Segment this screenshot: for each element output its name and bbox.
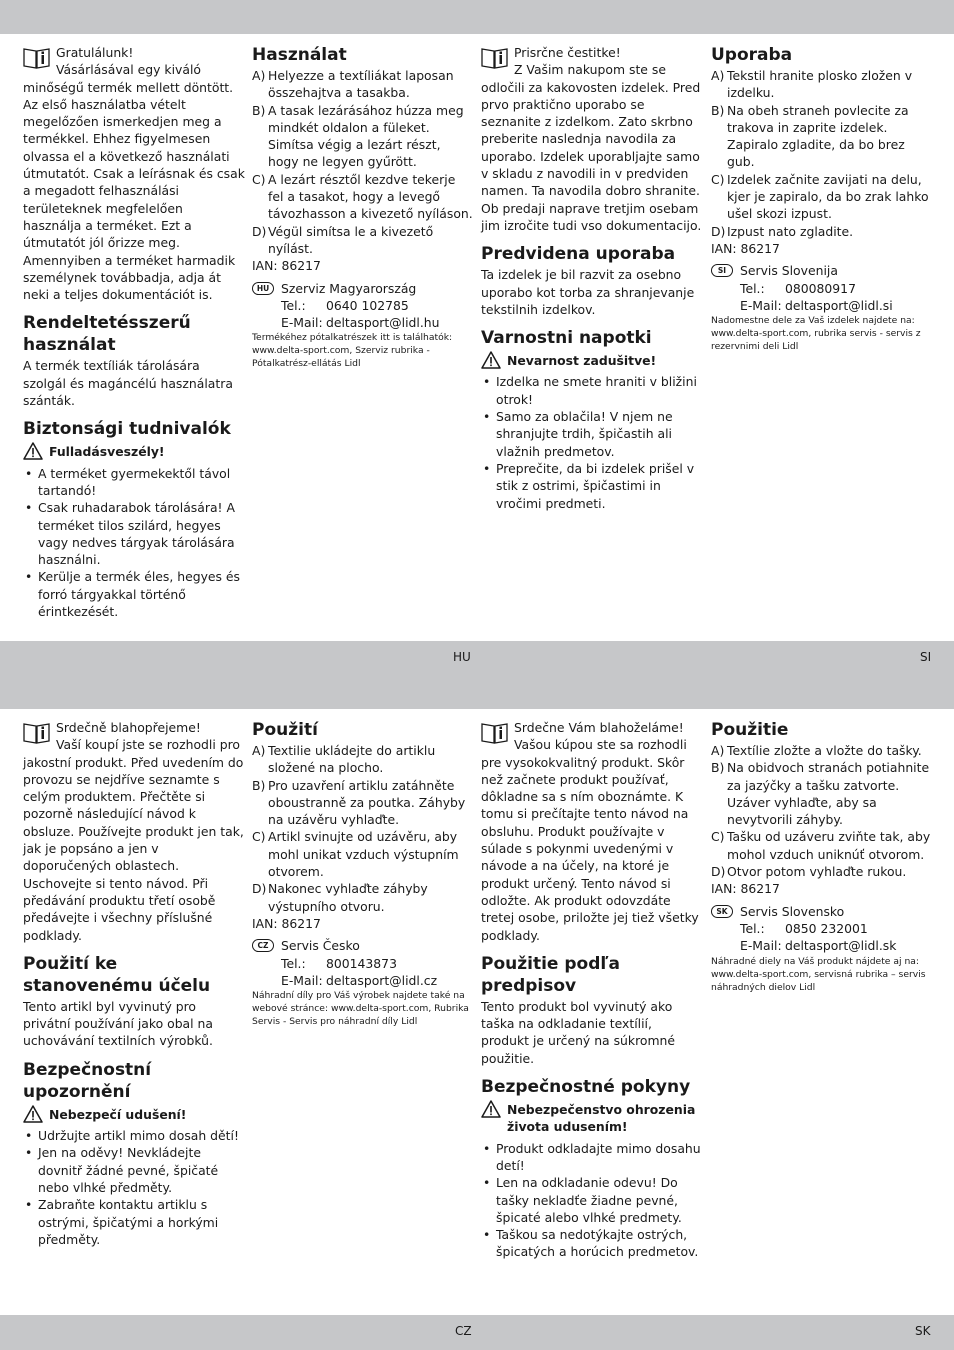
hu-intro bbox=[23, 44, 245, 303]
middle-band bbox=[0, 641, 954, 709]
top-band bbox=[0, 0, 954, 34]
si-intro-greeting: Prisrčne čestitke! bbox=[514, 45, 621, 60]
si-ian: IAN: 86217 bbox=[711, 240, 780, 256]
cz-intro bbox=[23, 719, 245, 944]
si-steps bbox=[711, 67, 933, 240]
si-usage-heading: Uporaba bbox=[711, 45, 793, 65]
service-email[interactable]: deltasport@lidl.si bbox=[785, 297, 893, 313]
cz-spare-parts-note: Náhradní díly pro Váš výrobek najdete také na webové stránce: www.delta-sport.com, Rubrika Servis - Servis pro náhradní díly Lidl bbox=[252, 990, 469, 1028]
step-item: B) Pro uzavření artiklu zatáhněte oboustranně za poutka. Záhyby na uzávěru vyhlaďte. bbox=[252, 777, 466, 828]
cz-intended-heading: Použití ke stanovenému účelu bbox=[23, 953, 211, 996]
step-item: C) Artikl svinujte od uzávěru, aby mohl unikat vzduch výstupním otvorem. bbox=[252, 829, 459, 880]
step-item: C) Tašku od uzáveru zviňte tak, aby mohol vzduch uniknúť otvorom. bbox=[711, 829, 931, 862]
step-item: D) Végül simítsa le a kivezető nyílást. bbox=[252, 223, 434, 256]
country-badge: HU bbox=[252, 282, 274, 295]
list-item: • Kerülje a termék éles, hegyes és forró tárgyakkal történő érintkezését. bbox=[23, 568, 245, 620]
lang-label-si: SI bbox=[920, 650, 932, 664]
si-safety-heading: Varnostni napotki bbox=[481, 328, 652, 349]
sk-safety-heading: Bezpečnostné pokyny bbox=[481, 1077, 691, 1098]
sk-usage-heading: Použitie bbox=[711, 720, 789, 740]
hu-intro-greeting: Gratulálunk! bbox=[56, 45, 134, 60]
si-column-intro bbox=[481, 44, 703, 512]
step-item: D) Otvor potom vyhlaďte rukou. bbox=[711, 864, 907, 880]
sk-intro-text: Vašou kúpou ste sa rozhodli pre vysokokvalitný produkt. Skôr než začnete produkt používať, dôkladne sa s ním oboznámte. K tomu si prečítajte tento návod na obsluhu. Produkt používajte v súlade s pokynmi uvedenými v návode a na účely, na ktoré je produkt určený. Tento návod si odložte. Ak produkt odovzdáte tretej osobe, priložte jej tiež všetky podklady. bbox=[481, 737, 699, 943]
hu-safety-heading: Biztonsági tudnivalók bbox=[23, 419, 231, 440]
service-email[interactable]: deltasport@lidl.sk bbox=[785, 938, 897, 954]
sk-column-usage bbox=[711, 719, 933, 994]
hu-column-intro bbox=[23, 44, 245, 620]
hu-spare-parts-note: Termékéhez pótalkatrészek itt is találhatók: www.delta-sport.com, Szerviz rubrika - Pótalkatrész-ellátás Lidl bbox=[252, 332, 453, 370]
step-item: A) Helyezze a textíliákat laposan összehajtva a tasakba. bbox=[252, 68, 454, 101]
step-item: B) Na obeh straneh povlecite za trakova in zaprite izdelek. Zapiralo zgladite, da bo brez gub. bbox=[711, 102, 909, 170]
lang-label-cz: CZ bbox=[455, 1324, 472, 1338]
sk-spare-parts-note: Náhradné diely na Váš produkt nájdete aj na: www.delta-sport.com, servisná rubrika – servis náhradných dielov Lidl bbox=[711, 955, 926, 993]
service-tel: 080080917 bbox=[785, 280, 856, 296]
si-spare-parts-note: Nadomestne dele za Vaš izdelek najdete na: www.delta-sport.com, rubrika servis - servis z rezervnimi deli Lidl bbox=[711, 315, 921, 353]
list-item: • Udržujte artikl mimo dosah dětí! bbox=[23, 1127, 245, 1144]
cz-usage-heading: Použití bbox=[252, 720, 318, 740]
service-name: Servis Slovenija bbox=[740, 263, 838, 279]
book-info-icon bbox=[481, 722, 508, 744]
service-email[interactable]: deltasport@lidl.cz bbox=[326, 972, 438, 988]
step-item: A) Textílie zložte a vložte do tašky. bbox=[711, 743, 922, 758]
service-tel: 0850 232001 bbox=[785, 920, 868, 936]
book-info-icon bbox=[481, 47, 508, 69]
service-email[interactable]: deltasport@lidl.hu bbox=[326, 315, 440, 331]
warning-triangle-icon bbox=[481, 351, 501, 369]
sk-service: SK Servis Slovensko Tel.: 0850 232001 E-Mail: deltasport@lidl.sk bbox=[711, 903, 933, 955]
service-tel: 800143873 bbox=[326, 955, 397, 971]
hu-steps bbox=[252, 67, 474, 257]
cz-safety-list bbox=[23, 1127, 245, 1248]
hu-service: HU Szerviz Magyarország Tel.: 0640 102785 E-Mail: deltasport@lidl.hu bbox=[252, 280, 474, 332]
sk-intended-text: Tento produkt bol vyvinutý ako taška na odkladanie textílií, produkt je určený na súkromné použitie. bbox=[481, 998, 676, 1066]
cz-warning-text: Nebezpečí udušení! bbox=[49, 1106, 187, 1122]
list-item: • Izdelka ne smete hraniti v bližini otrok! bbox=[481, 373, 703, 408]
list-item: • Taškou sa nedotýkajte ostrých, špicatých a horúcich predmetov. bbox=[481, 1226, 703, 1261]
cz-intro-text: Vaší koupí jste se rozhodli pro jakostní produkt. Před uvedením do provozu se nejdříve seznamte s celým produktem. Přečtěte si pozorně následující návod k obsluze. Používejte produkt jen tak, jak je popsáno a jen v doporučených oblastech. Uschovejte si tento návod. Při předávání produktu třetí osobě předávejte i všechny příslušné podklady. bbox=[23, 737, 244, 943]
cz-ian: IAN: 86217 bbox=[252, 915, 321, 931]
list-item: • A terméket gyermekektől távol tartandó! bbox=[23, 465, 245, 500]
sk-ian: IAN: 86217 bbox=[711, 881, 780, 897]
si-intro bbox=[481, 44, 703, 234]
hu-warning-text: Fulladásveszély! bbox=[49, 444, 165, 460]
si-safety-list bbox=[481, 373, 703, 511]
cz-steps bbox=[252, 742, 474, 915]
step-item: A) Tekstil hranite plosko zložen v izdelku. bbox=[711, 68, 913, 101]
hu-intended-heading: Rendeltetésszerű használat bbox=[23, 313, 191, 356]
sk-intended-heading: Použitie podľa predpisov bbox=[481, 953, 621, 996]
service-name: Servis Česko bbox=[281, 938, 360, 954]
sk-safety-list bbox=[481, 1140, 703, 1261]
si-service: SI Servis Slovenija Tel.: 080080917 E-Mail: deltasport@lidl.si bbox=[711, 262, 933, 314]
sk-intro bbox=[481, 719, 703, 944]
si-column-usage bbox=[711, 44, 933, 353]
sk-steps bbox=[711, 742, 933, 880]
hu-column-usage bbox=[252, 44, 474, 370]
step-item: A) Textilie ukládejte do artiklu složené na plocho. bbox=[252, 743, 436, 776]
si-intended-heading: Predvidena uporaba bbox=[481, 244, 676, 265]
warning-triangle-icon bbox=[23, 1105, 43, 1123]
country-badge: SI bbox=[711, 264, 733, 277]
book-info-icon bbox=[23, 47, 50, 69]
warning-triangle-icon bbox=[481, 1100, 501, 1118]
step-item: B) A tasak lezárásához húzza meg mindkét oldalon a füleket. Simítsa végig a lezárt részt, hogy ne legyen gyűrött. bbox=[252, 102, 464, 170]
hu-safety-list bbox=[23, 465, 245, 621]
hu-intended-text: A termék textíliák tárolására szolgál és magáncélú használatra szánták. bbox=[23, 358, 233, 409]
cz-column-intro bbox=[23, 719, 245, 1248]
step-item: B) Na obidvoch stranách potiahnite za jazýčky a tašku zatvorte. Uzáver vyhlaďte, aby sa nevytvorili záhyby. bbox=[711, 760, 930, 828]
sk-intro-greeting: Srdečne Vám blahoželáme! bbox=[514, 720, 684, 735]
cz-intro-greeting: Srdečně blahopřejeme! bbox=[56, 720, 201, 735]
list-item: • Csak ruhadarabok tárolására! A terméket tilos szilárd, hegyes vagy nedves tárgyak tárolására használni. bbox=[23, 499, 245, 568]
list-item: • Produkt odkladajte mimo dosahu detí! bbox=[481, 1140, 703, 1175]
service-tel: 0640 102785 bbox=[326, 297, 409, 313]
cz-safety-heading: Bezpečnostní upozornění bbox=[23, 1059, 152, 1102]
hu-warning bbox=[23, 443, 245, 460]
country-badge: CZ bbox=[252, 939, 274, 952]
si-warning-text: Nevarnost zadušitve! bbox=[507, 353, 657, 369]
sk-warning bbox=[481, 1101, 703, 1136]
list-item: • Len na odkladanie odevu! Do tašky nekladťe žiadne pevné, špicaté alebo vlhké predmety. bbox=[481, 1174, 703, 1226]
cz-column-usage bbox=[252, 719, 474, 1028]
bottom-band bbox=[0, 1315, 954, 1350]
step-item: D) Nakonec vyhlaďte záhyby výstupního otvoru. bbox=[252, 881, 428, 914]
cz-warning bbox=[23, 1106, 245, 1123]
step-item: C) Izdelek začnite zavijati na delu, kjer je zapiralo, da bo zrak lahko ušel skozi izpust. bbox=[711, 171, 929, 222]
hu-intro-text: Vásárlásával egy kiváló minőségű termék mellett döntött. Az első használatba vételt megelőzően ismerkedjen meg a termékkel. Ehhez figyelmesen olvassa el a következő használati útmutatót. Csak a leírásnak és csak a megadott felhasználási területeknek megfelelően használja a terméket. Ezt a útmutatót jól őrizze meg. Amennyiben a terméket harmadik személynek továbbadja, adja át neki a teljes dokumentációt is. bbox=[23, 62, 245, 303]
list-item: • Samo za oblačila! V njem ne shranjujte trdih, špičastih ali vlažnih predmetov. bbox=[481, 408, 703, 460]
sk-warning-text: Nebezpečenstvo ohrozenia života udusením! bbox=[507, 1102, 696, 1135]
step-item: D) Izpust nato zgladite. bbox=[711, 223, 854, 239]
cz-service: CZ Servis Česko Tel.: 800143873 E-Mail: deltasport@lidl.cz bbox=[252, 937, 474, 989]
step-item: C) A lezárt résztől kezdve tekerje fel a tasakot, hogy a levegő távozhasson a kivezető nyíláson. bbox=[252, 171, 473, 222]
hu-usage-heading: Használat bbox=[252, 45, 347, 65]
country-badge: SK bbox=[711, 905, 733, 918]
warning-triangle-icon bbox=[23, 442, 43, 460]
list-item: • Zabraňte kontaktu artiklu s ostrými, špičatými a horkými předměty. bbox=[23, 1196, 245, 1248]
list-item: • Jen na oděvy! Nevkládejte dovnitř žádné pevné, špičaté nebo vlhké předměty. bbox=[23, 1144, 245, 1196]
hu-ian: IAN: 86217 bbox=[252, 258, 321, 274]
lang-label-sk: SK bbox=[915, 1324, 931, 1338]
list-item: • Preprečite, da bi izdelek prišel v stik z ostrimi, špičastimi in vročimi predmeti. bbox=[481, 460, 703, 512]
lang-label-hu: HU bbox=[453, 650, 471, 664]
si-warning bbox=[481, 352, 703, 369]
sk-column-intro bbox=[481, 719, 703, 1261]
service-name: Szerviz Magyarország bbox=[281, 280, 417, 296]
service-name: Servis Slovensko bbox=[740, 903, 845, 919]
cz-intended-text: Tento artikl byl vyvinutý pro privátní používání jako obal na uchovávání textilních výrobků. bbox=[23, 998, 213, 1049]
book-info-icon bbox=[23, 722, 50, 744]
si-intended-text: Ta izdelek je bil razvit za osebno uporabo kot torba za shranjevanje tekstilnih izdelkov. bbox=[481, 267, 695, 317]
si-intro-text: Z Vašim nakupom ste se odločili za kakovosten izdelek. Pred prvo praktično uporabo se seznanite z izdelkom. Zato skrbno preberite naslednja navodila za uporabo. Izdelek uporabljajte samo v skladu z navodili in v predviden namen. Ta navodila dobro shranite. Ob predaji naprave tretjim osebam jim izročite tudi vso dokumentacijo. bbox=[481, 62, 702, 233]
